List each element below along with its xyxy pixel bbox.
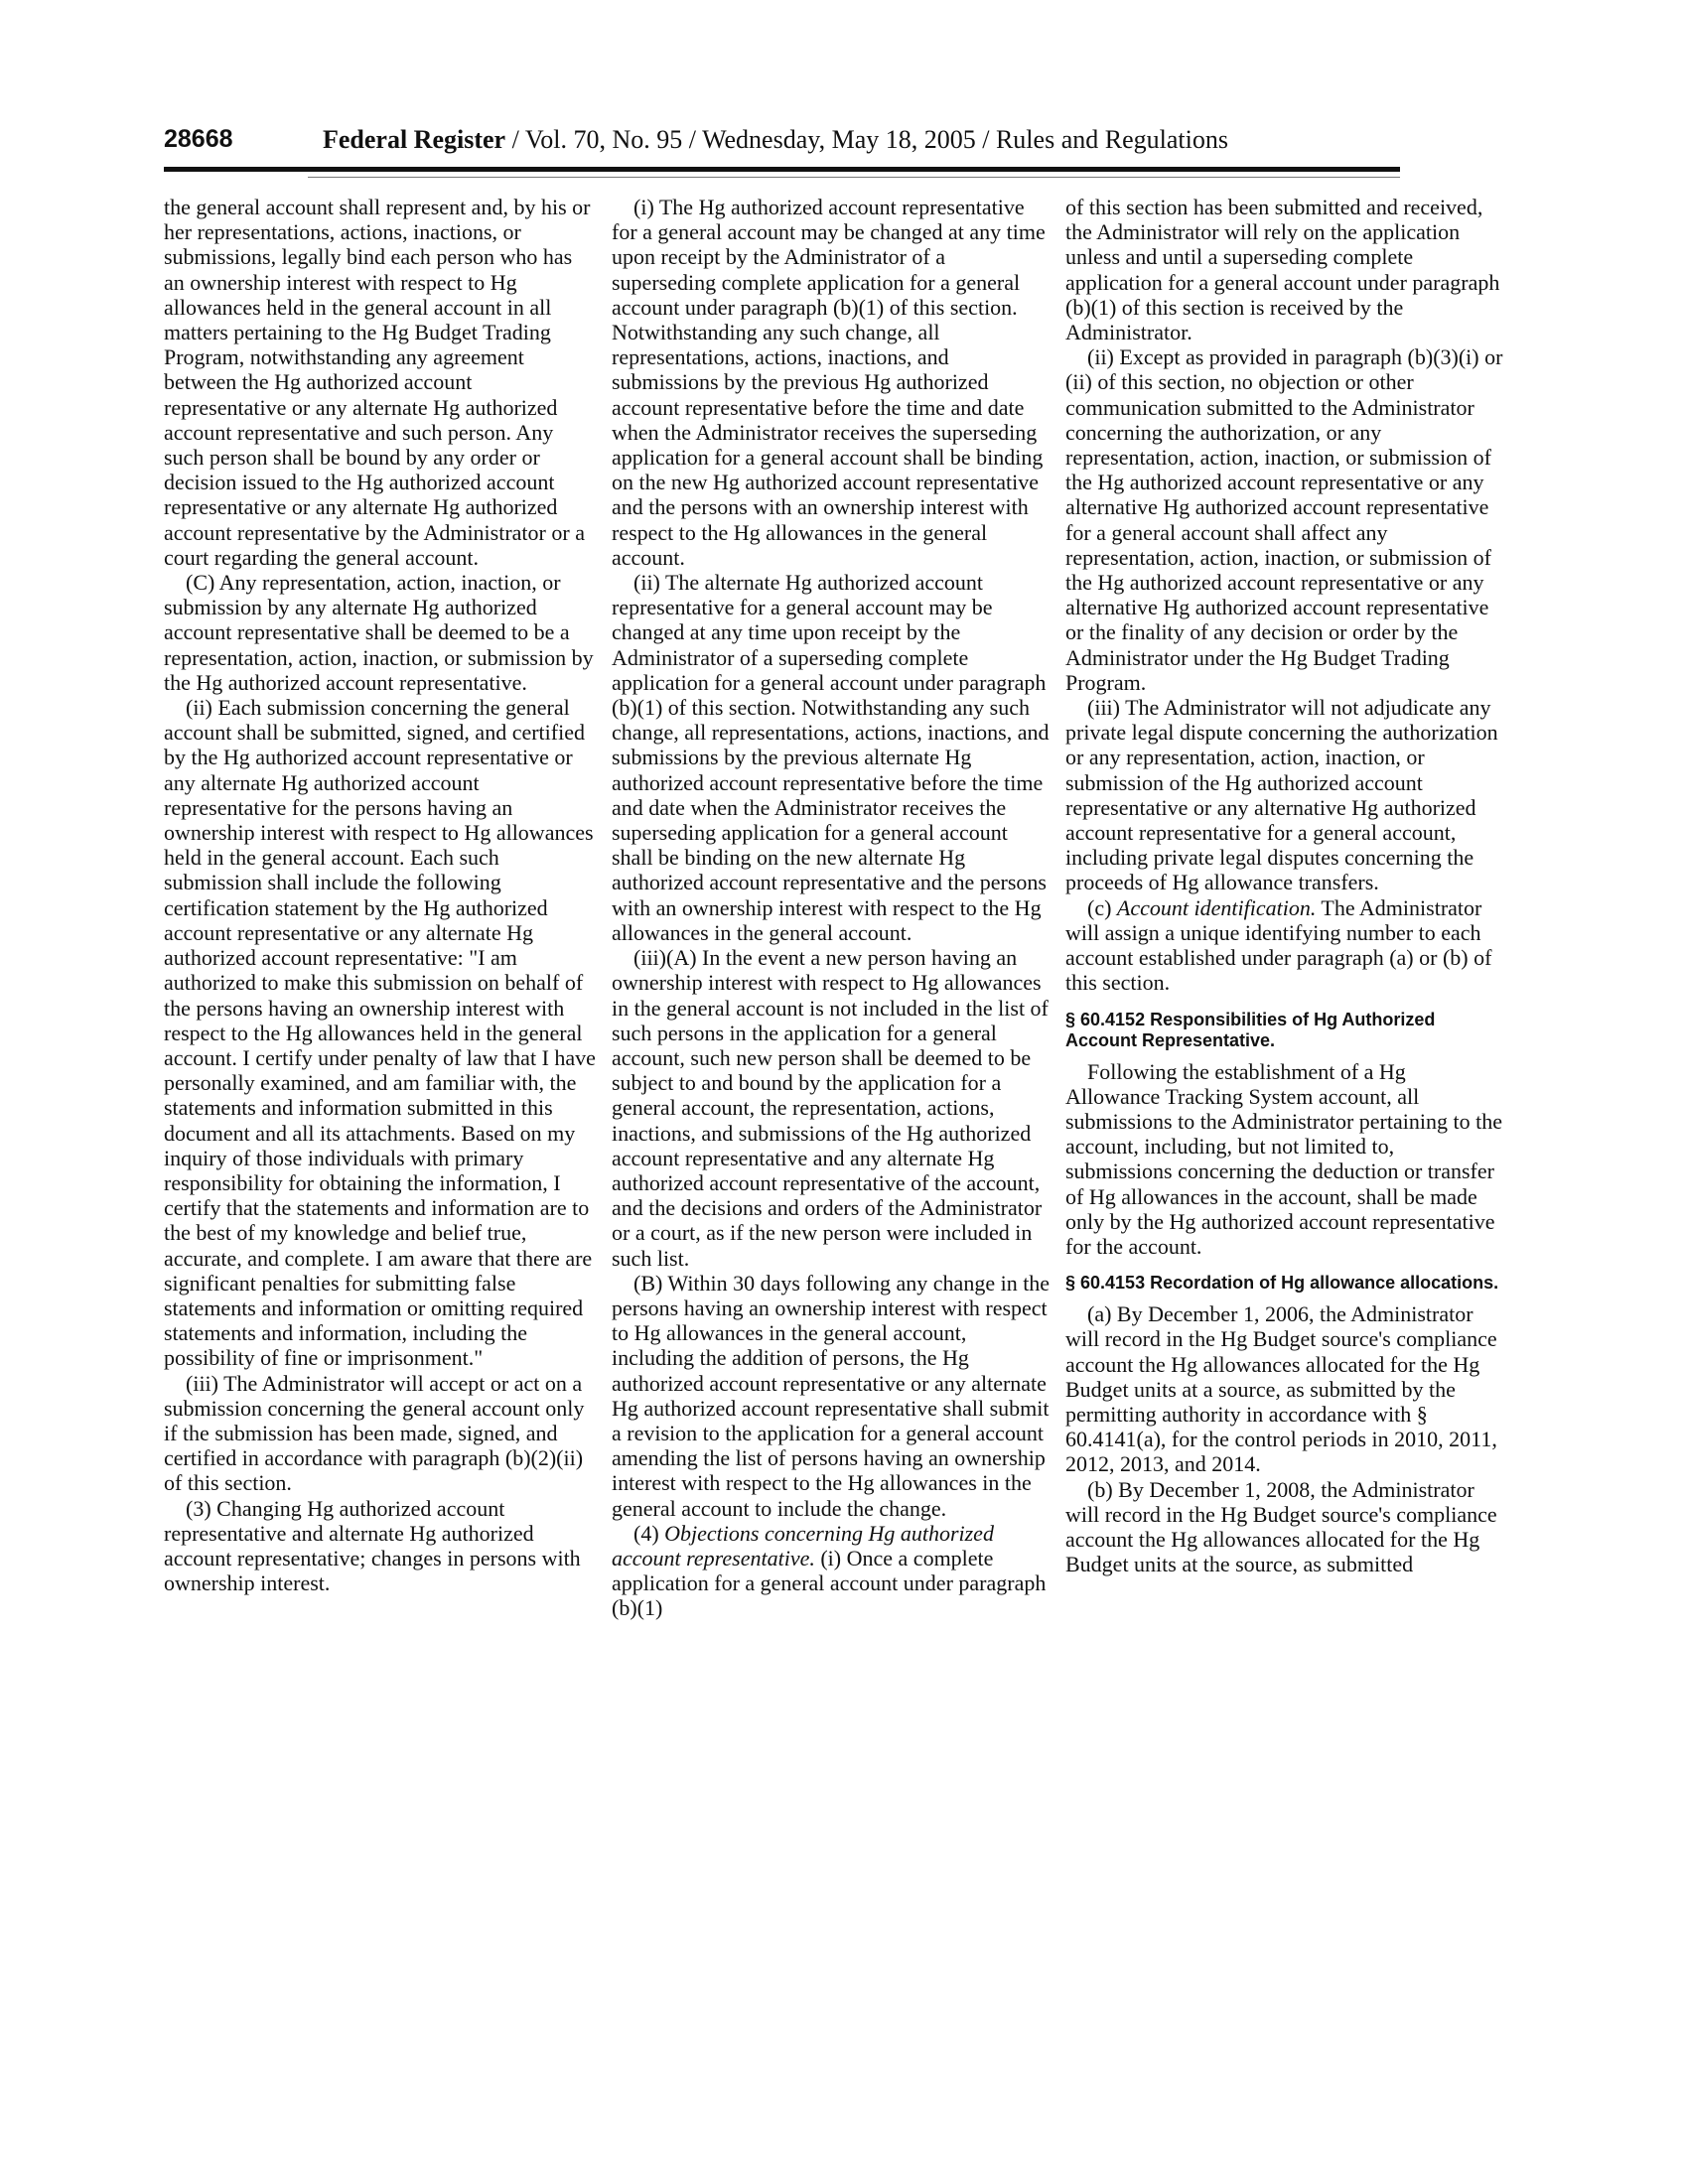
page-header <box>164 125 1355 165</box>
page-number: 28668 <box>164 125 233 153</box>
paragraph: (3) Changing Hg authorized account representative and alternate Hg authorized account representative; changes in persons with ownership interest. <box>164 1495 581 1596</box>
paragraph: (iii) The Administrator will accept or act on a submission concerning the general account only if the submission has been made, signed, and certified in accordance with paragraph (b)(2)(ii) of this section. <box>164 1370 585 1496</box>
paragraph-account-identification <box>1065 895 1504 996</box>
paragraph-objections <box>612 1521 1051 1621</box>
para-italic-title: Account identification. <box>1116 894 1317 920</box>
column-3 <box>1065 195 1504 1576</box>
column-1 <box>164 195 596 1595</box>
paragraph: (ii) Each submission concerning the general account shall be submitted, signed, and certified by the Hg authorized account representative or any alternate Hg authorized account representative for the persons having an ownership interest with respect to Hg allowances held in the general account. Each such submission shall include the following certification statement by the Hg authorized account representative or any alternate Hg authorized account representative: "I am authorized to make this submission on behalf of the persons having an ownership interest with respect to the Hg allowances held in the general account. I certify under penalty of law that I have personally examined, and am familiar with, the statements and information submitted in this document and all its attachments. Based on my inquiry of those individuals with primary responsibility for obtaining the information, I certify that the statements and information are to the best of my knowledge and belief true, accurate, and complete. I am aware that there are significant penalties for submitting false statements and information or omitting required statements and information, including the possibility of fine or imprisonment." <box>164 695 596 1371</box>
paragraph: the general account shall represent and, by his or her representations, actions, inactions, or submissions, legally bind each person who has an ownership interest with respect to Hg allowances held in the general account in all matters pertaining to the Hg Budget Trading Program, notwithstanding any agreement between the Hg authorized account representative or any alternate Hg authorized account representative and such person. Any such person shall be bound by any order or decision issued to the Hg authorized account representative or any alternate Hg authorized account representative by the Administrator or a court regarding the general account. <box>164 195 591 570</box>
paragraph: (iii) The Administrator will not adjudicate any private legal dispute concerning the authorization or any representation, action, inaction, or submission of the Hg authorized account representative or any alternative Hg authorized account representative for a general account, including private legal disputes concerning the proceeds of Hg allowance transfers. <box>1065 695 1498 895</box>
para-prefix: (c) <box>1087 894 1117 920</box>
section-name: Rules and Regulations <box>995 125 1228 154</box>
header-rule-thin <box>308 177 1400 178</box>
paragraph: (b) By December 1, 2008, the Administrator will record in the Hg Budget source's compliance account the Hg allowances allocated for the Hg Budget units at the source, as submitted <box>1065 1476 1497 1577</box>
paragraph: (i) The Hg authorized account representative for a general account may be changed at any time upon receipt by the Administrator of a superseding complete application for a general account under paragraph (b)(1) of this section. Notwithstanding any such change, all representations, actions, inactions, and submissions by the previous Hg authorized account representative before the time and date when the Administrator receives the superseding application for a general account shall be binding on the new Hg authorized account representative and the persons with an ownership interest with respect to the Hg allowances in the general account. <box>612 195 1046 570</box>
volume-info: Vol. 70, No. 95 <box>524 125 683 154</box>
header-rule <box>164 167 1400 172</box>
column-2 <box>612 195 1051 1621</box>
paragraph: (ii) Except as provided in paragraph (b)(3)(i) or (ii) of this section, no objection or other communication submitted to the Administrator concerning the authorization, or any representation, action, inaction, or submission of the Hg authorized account representative or any alternative Hg authorized account representative for a general account shall affect any representation, action, inaction, or submission of the Hg authorized account representative or any alternative Hg authorized account representative or the finality of any decision or order by the Administrator under the Hg Budget Trading Program. <box>1065 344 1503 695</box>
section-heading-4153: § 60.4153 Recordation of Hg allowance allocations. <box>1065 1273 1499 1294</box>
paragraph: (a) By December 1, 2006, the Administrator will record in the Hg Budget source's compliance account the Hg allowances allocated for the Hg Budget units at a source, as submitted by the permitting authority in accordance with § 60.4141(a), for the control periods in 2010, 2011, 2012, 2013, and 2014. <box>1065 1301 1497 1477</box>
header-title: Federal Register / Vol. 70, No. 95 / Wednesday, May 18, 2005 / Rules and Regulations <box>323 125 1228 154</box>
paragraph: of this section has been submitted and received, the Administrator will rely on the application unless and until a superseding complete application for a general account under paragraph (b)(1) of this section is received by the Administrator. <box>1065 195 1500 345</box>
para-prefix: (4) <box>633 1520 665 1546</box>
paragraph: (ii) The alternate Hg authorized account representative for a general account may be changed at any time upon receipt by the Administrator of a superseding complete application for a general account under paragraph (b)(1) of this section. Notwithstanding any such change, all representations, actions, inactions, and submissions by the previous alternate Hg authorized account representative before the time and date when the Administrator receives the superseding application for a general account shall be binding on the new alternate Hg authorized account representative and the persons with an ownership interest with respect to the Hg allowances in the general account. <box>612 570 1050 945</box>
paragraph: Following the establishment of a Hg Allowance Tracking System account, all submissions to the Administrator pertaining to the account, including, but not limited to, submissions concerning the deduction or transfer of Hg allowances in the account, shall be made only by the Hg authorized account representative for the account. <box>1065 1058 1502 1259</box>
publication-name: Federal Register <box>323 125 506 154</box>
para-italic-title: Objections concerning Hg authorized account representative. <box>612 1520 994 1570</box>
para-text: The Administrator will assign a unique identifying number to each account established under paragraph (a) or (b) of this section. <box>1065 894 1492 996</box>
paragraph: (B) Within 30 days following any change in the persons having an ownership interest with respect to Hg allowances in the general account, including the addition of persons, the Hg authorized account representative or any alternate Hg authorized account representative shall submit a revision to the application for a general account amending the list of persons having an ownership interest with respect to the Hg allowances in the general account to include the change. <box>612 1270 1051 1521</box>
issue-date: Wednesday, May 18, 2005 <box>702 125 976 154</box>
section-heading-4152: § 60.4152 Responsibilities of Hg Authorized Account Representative. <box>1065 1009 1436 1050</box>
paragraph: (C) Any representation, action, inaction, or submission by any alternate Hg authorized account representative shall be deemed to be a representation, action, inaction, or submission by the Hg authorized account representative. <box>164 570 594 695</box>
paragraph: (iii)(A) In the event a new person having an ownership interest with respect to Hg allowances in the general account is not included in the list of such persons in the application for a general account, such new person shall be deemed to be subject to and bound by the application for a general account, the representation, actions, inactions, and submissions of the Hg authorized account representative and any alternate Hg authorized account representative of the account, and the decisions and orders of the Administrator or a court, as if the new person were included in such list. <box>612 945 1049 1271</box>
para-text: (i) Once a complete application for a general account under paragraph (b)(1) <box>612 1545 1047 1621</box>
